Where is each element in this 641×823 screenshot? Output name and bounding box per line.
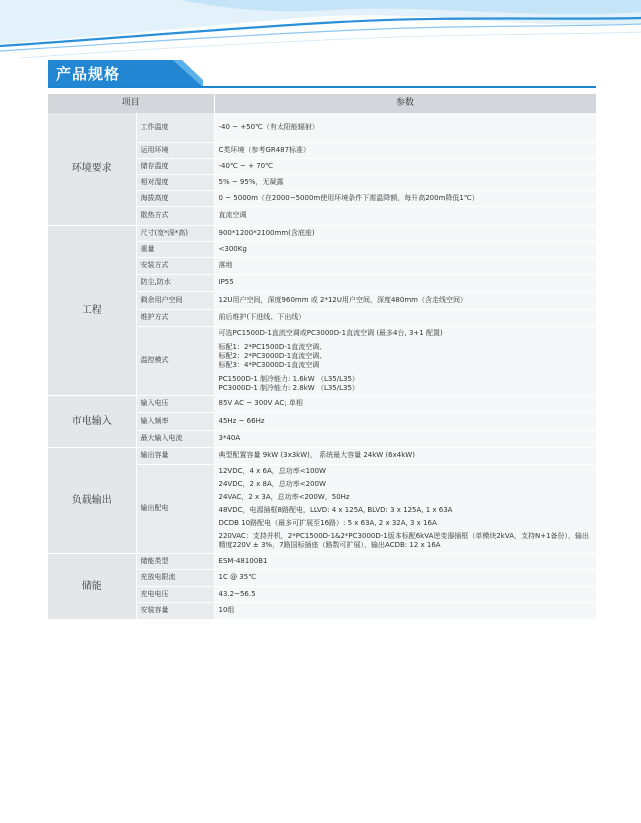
spec-value-cell (214, 326, 596, 395)
spec-value-line: PC3000D-1 制冷能力: 2.8kW （L35/L35） (218, 383, 359, 392)
spec-value-line: -40℃ ~ + 70℃ (218, 161, 273, 170)
spec-value-line: DCDB 10路配电（最多可扩展至16路）: 5 x 63A, 2 x 32A, 3 x 16A (218, 519, 437, 527)
spec-value-cell (214, 412, 596, 430)
table-row (48, 447, 596, 464)
table-row (48, 395, 596, 412)
spec-item-cell: 充放电限流 (136, 569, 214, 586)
spec-value-line: 1C @ 35℃ (218, 573, 257, 581)
spec-value-line: 标配2：2*PC3000D-1直流空调、 (218, 351, 327, 360)
table-row (48, 553, 596, 569)
category-cell: 储能 (48, 553, 136, 619)
table-row (48, 113, 596, 142)
spec-value-line: C类环境（参考GR487标准） (218, 145, 311, 154)
spec-value-line: 直流空调 (218, 211, 247, 219)
spec-value-line: 5% ~ 95%，无凝露 (218, 177, 284, 186)
spec-value-cell (214, 602, 596, 619)
spec-value-cell (214, 225, 596, 241)
spec-value-cell (214, 553, 596, 569)
spec-value-line: 48VDC，电源插框8路配电，LLVD: 4 x 125A, BLVD: 3 x 125A, 1 x 63A (218, 506, 453, 514)
spec-value-line: 43.2~56.5 (218, 589, 256, 598)
spec-value-line: 220VAC：支持并机，2*PC1500D-1&2*PC3000D-1版本标配6kVA逆变器插框（单模块2kVA，支持N+1备份），输出精度220V ± 3%，7路国标插座（路数可扩展），输出ACDB: 12 x 16A (218, 532, 590, 549)
spec-value-line: 0 ~ 5000m（在2000~5000m使用环境条件下需温降额，每升高200m降低1℃） (218, 193, 479, 202)
spec-value-line: 落地 (218, 261, 233, 269)
title-underline (48, 86, 596, 88)
spec-item-cell: 工作温度 (136, 113, 214, 142)
spec-value-line: 典型配置容量 9kW (3x3kW)， 系统最大容量 24kW (6x4kW) (218, 451, 415, 459)
header-item: 项目 (48, 94, 214, 113)
category-cell: 工程 (48, 225, 136, 395)
header-wave-decoration (0, 0, 641, 60)
spec-item-cell: 输入电压 (136, 395, 214, 412)
spec-item-cell: 输出配电 (136, 464, 214, 553)
spec-item-cell: 安装容量 (136, 602, 214, 619)
spec-value-cell (214, 206, 596, 225)
spec-value-line: IP55 (218, 278, 234, 286)
spec-item-cell: 输出容量 (136, 447, 214, 464)
spec-value-line: PC1500D-1 制冷能力: 1.6kW （L35/L35） (218, 374, 359, 383)
category-cell: 负载输出 (48, 447, 136, 553)
spec-item-cell: 储能类型 (136, 553, 214, 569)
spec-value-line: 标配3：4*PC3000D-1直流空调 (218, 360, 320, 369)
table-header-row (48, 94, 596, 113)
spec-table (48, 94, 597, 620)
spec-value-line: 900*1200*2100mm(含底座) (218, 228, 315, 237)
spec-value-cell (214, 586, 596, 602)
spec-value-line: 前后维护(下进线、下出线） (218, 313, 306, 321)
spec-value-cell (214, 158, 596, 174)
spec-item-cell: 防尘,防水 (136, 274, 214, 291)
spec-value-cell (214, 309, 596, 326)
spec-item-cell: 重量 (136, 241, 214, 257)
spec-table-body (48, 113, 596, 619)
spec-item-cell: 散热方式 (136, 206, 214, 225)
spec-value-cell (214, 291, 596, 309)
spec-value-line: 24VAC，2 x 3A，总功率<200W，50Hz (218, 493, 350, 501)
spec-item-cell: 充电电压 (136, 586, 214, 602)
spec-value-line: 10组 (218, 606, 235, 614)
spec-item-cell: 剩余用户空间 (136, 291, 214, 309)
spec-item-cell: 运用环境 (136, 142, 214, 158)
spec-value-cell (214, 113, 596, 142)
spec-value-cell (214, 241, 596, 257)
spec-value-cell (214, 464, 596, 553)
spec-value-cell (214, 447, 596, 464)
spec-value-line: <300Kg (218, 244, 247, 253)
spec-item-cell: 温控模式 (136, 326, 214, 395)
category-cell: 环境要求 (48, 113, 136, 225)
spec-value-cell (214, 174, 596, 190)
spec-value-cell (214, 274, 596, 291)
spec-item-cell: 最大输入电流 (136, 430, 214, 447)
spec-item-cell: 尺寸(宽*深*高) (136, 225, 214, 241)
spec-value-line: 12U用户空间，深度960mm 或 2*12U用户空间，深度480mm（含走线空间） (218, 295, 467, 304)
spec-value-cell (214, 395, 596, 412)
spec-value-line: 85V AC ~ 300V AC; 单相 (218, 399, 303, 407)
spec-value-line: 可选PC1500D-1直流空调或PC3000D-1直流空调 (最多4台, 3+1 配置) (218, 328, 443, 337)
header-param: 参数 (214, 94, 596, 113)
spec-value-line: 3*40A (218, 434, 241, 442)
spec-value-line: 12VDC，4 x 6A，总功率<100W (218, 467, 326, 475)
page-title: 产品规格 (56, 65, 121, 83)
spec-item-cell: 海拔高度 (136, 190, 214, 206)
spec-item-cell: 安装方式 (136, 257, 214, 274)
spec-value-cell (214, 430, 596, 447)
table-row (48, 225, 596, 241)
spec-value-line: 标配1：2*PC1500D-1直流空调、 (218, 342, 327, 351)
spec-value-cell (214, 190, 596, 206)
spec-item-cell: 储存温度 (136, 158, 214, 174)
spec-value-cell (214, 569, 596, 586)
spec-value-line: ESM-48100B1 (218, 556, 268, 565)
spec-value-line: 45Hz ~ 66Hz (218, 416, 265, 425)
spec-item-cell: 相对湿度 (136, 174, 214, 190)
category-cell: 市电输入 (48, 395, 136, 447)
spec-value-cell (214, 257, 596, 274)
spec-item-cell: 维护方式 (136, 309, 214, 326)
spec-item-cell: 输入频率 (136, 412, 214, 430)
spec-value-line: -40 ~ +50℃（有太阳能辐射） (218, 122, 319, 131)
spec-value-cell (214, 142, 596, 158)
spec-value-line: 24VDC，2 x 8A，总功率<200W (218, 480, 326, 488)
